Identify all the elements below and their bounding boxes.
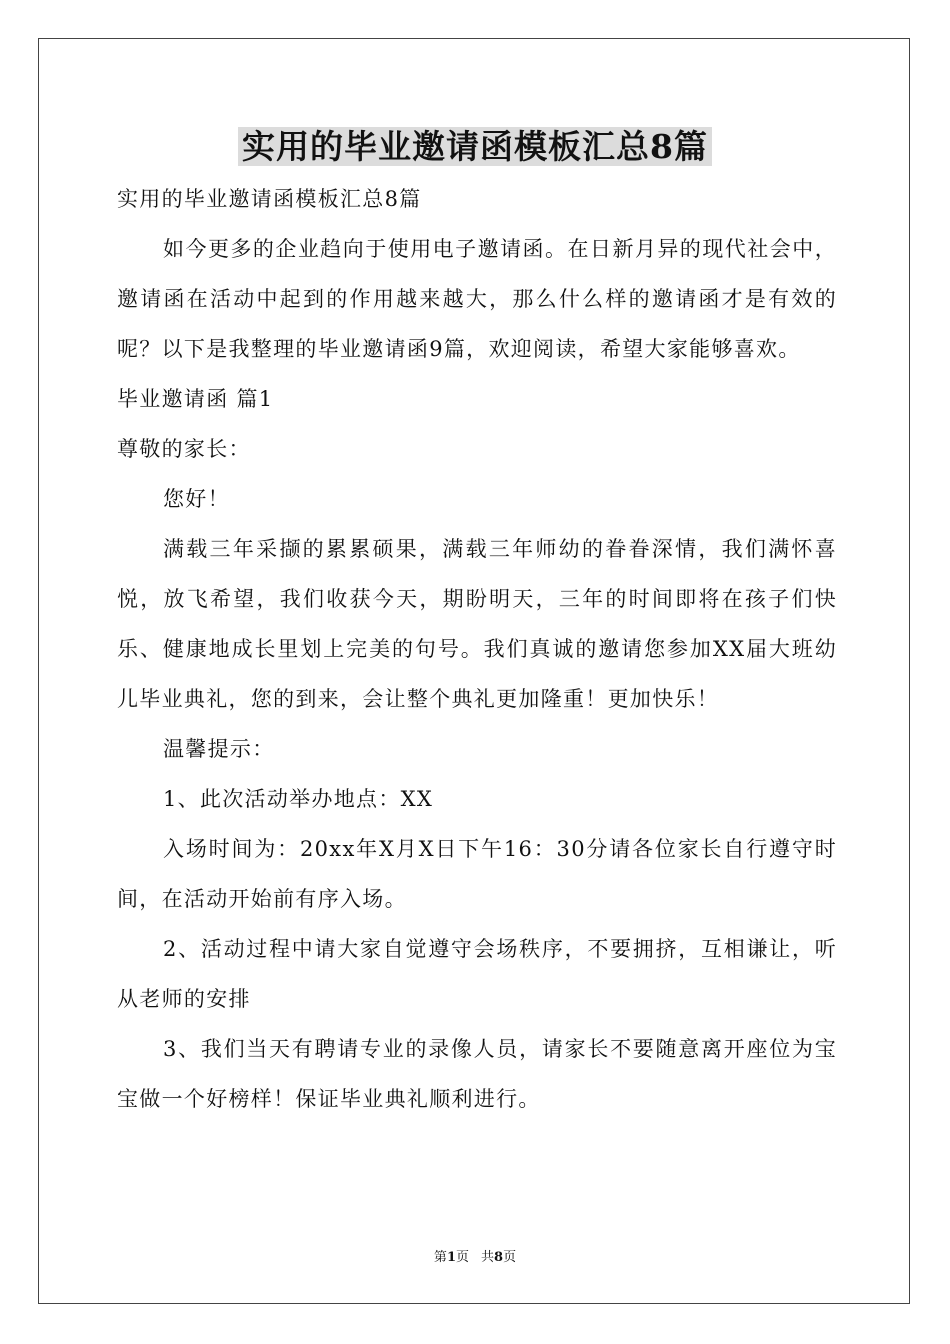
intro-paragraph: 如今更多的企业趋向于使用电子邀请函。在日新月异的现代社会中，邀请函在活动中起到的作用越来越大，那么什么样的邀请函才是有效的呢？以下是我整理的毕业邀请函9篇，欢迎阅读，希望大家能够喜欢。: [117, 237, 837, 361]
tip-item-2: 2、活动过程中请大家自觉遵守会场秩序，不要拥挤，互相谦让，听从老师的安排: [117, 937, 837, 1011]
tip-item-3: 3、我们当天有聘请专业的录像人员，请家长不要随意离开座位为宝宝做一个好榜样！保证毕业典礼顺利进行。: [117, 1037, 837, 1111]
section-heading: 毕业邀请函 篇1: [117, 387, 274, 411]
footer-total-suffix: 页: [503, 1250, 517, 1265]
footer-page-total: 8: [494, 1250, 504, 1265]
footer-page-suffix: 页: [455, 1250, 469, 1265]
tip-item-1-time: 入场时间为：20xx年X月X日下午16：30分请各位家长自行遵守时间，在活动开始前有序入场。: [117, 837, 837, 911]
document-title-text: 实用的毕业邀请函模板汇总8篇: [238, 127, 712, 166]
greeting: 您好！: [163, 487, 230, 511]
body-paragraph: 满载三年采撷的累累硕果，满载三年师幼的眷眷深情，我们满怀喜悦，放飞希望，我们收获今天，期盼明天，三年的时间即将在孩子们快乐、健康地成长里划上完美的句号。我们真诚的邀请您参加XX届大班幼儿毕业典礼，您的到来，会让整个典礼更加隆重！更加快乐！: [117, 537, 837, 711]
footer-page-current: 1: [446, 1250, 456, 1265]
footer-page-prefix: 第: [433, 1250, 447, 1265]
tip-item-1: 1、此次活动举办地点：XX: [163, 787, 434, 811]
footer-total-prefix: 共: [481, 1250, 495, 1265]
tips-heading: 温馨提示：: [163, 737, 275, 761]
subtitle-line: 实用的毕业邀请函模板汇总8篇: [117, 187, 422, 211]
salutation: 尊敬的家长：: [117, 437, 251, 461]
document-title: [0, 122, 950, 172]
page-footer: [0, 1246, 950, 1265]
document-body: [117, 174, 837, 1124]
